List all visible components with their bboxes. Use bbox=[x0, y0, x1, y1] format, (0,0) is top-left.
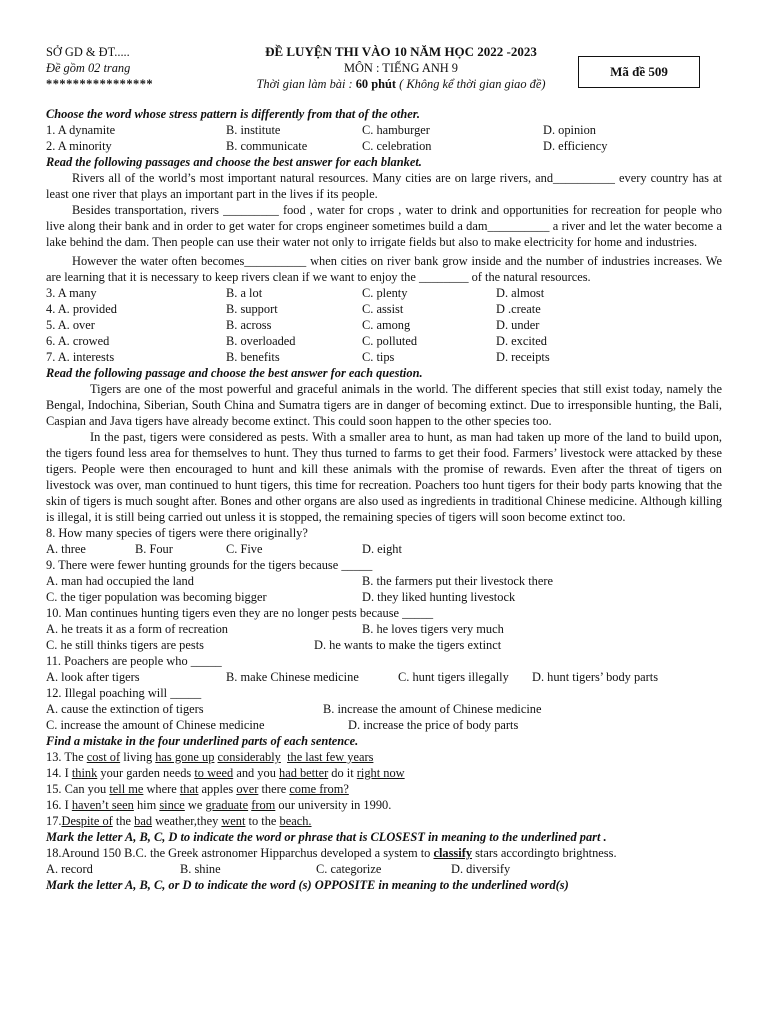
q4-a: 4. A. provided bbox=[46, 302, 117, 316]
q13-text: living bbox=[120, 750, 156, 764]
q3-c: C. plenty bbox=[362, 286, 408, 300]
q4-d: D .create bbox=[496, 302, 541, 316]
q10-c: C. he still thinks tigers are pests bbox=[46, 638, 204, 652]
q15-underline-d: come from? bbox=[289, 782, 349, 796]
river-paragraph-1: Rivers all of the world’s most important natural resources. Many cities are on large rivers, and__________ every country has at least one river that plays an important part in the lives if its people. bbox=[46, 171, 722, 201]
q5-b: B. across bbox=[226, 318, 272, 332]
q18-a: A. record bbox=[46, 862, 93, 876]
q13-underline-c: considerably bbox=[217, 750, 281, 764]
q15-text: 15. Can you bbox=[46, 782, 110, 796]
q17-text: weather,they bbox=[152, 814, 222, 828]
exam-title: ĐỀ LUYỆN THI VÀO 10 NĂM HỌC 2022 -2023 bbox=[265, 44, 537, 59]
q3-d: D. almost bbox=[496, 286, 545, 300]
question-17 bbox=[46, 813, 722, 829]
q17-underline-a: Despite of bbox=[61, 814, 113, 828]
q12-a: A. cause the extinction of tigers bbox=[46, 702, 204, 716]
q3-a: 3. A many bbox=[46, 286, 97, 300]
q1-a: 1. A dynamite bbox=[46, 123, 116, 137]
exam-subject: MÔN : TIẾNG ANH 9 bbox=[343, 61, 459, 75]
q14-underline-d: right now bbox=[356, 766, 405, 780]
question-10-options-cd bbox=[46, 637, 722, 653]
q12-d: D. increase the price of body parts bbox=[348, 718, 519, 732]
header-left bbox=[46, 44, 216, 92]
q15-underline-c: over bbox=[236, 782, 259, 796]
q8-a: A. three bbox=[46, 542, 86, 556]
q16-underline-c: graduate bbox=[205, 798, 249, 812]
section-4-instruction: Find a mistake in the four underlined parts of each sentence. bbox=[46, 734, 359, 748]
q1-b: B. institute bbox=[226, 123, 281, 137]
q6-b: B. overloaded bbox=[226, 334, 296, 348]
exam-header bbox=[46, 44, 722, 106]
exam-page bbox=[46, 44, 722, 893]
q18-text: 18.Around 150 B.C. the Greek astronomer Hipparchus developed a system to bbox=[46, 846, 434, 860]
question-4 bbox=[46, 301, 722, 317]
question-18 bbox=[46, 845, 722, 861]
question-13 bbox=[46, 749, 722, 765]
q17-text: 17. bbox=[46, 814, 62, 828]
question-1 bbox=[46, 122, 722, 138]
section-1-instruction: Choose the word whose stress pattern is differently from that of the other. bbox=[46, 107, 420, 121]
question-9-options-ab bbox=[46, 573, 722, 589]
q13-underline-d: the last few years bbox=[287, 750, 374, 764]
section-2-instruction: Read the following passages and choose the best answer for each blanket. bbox=[46, 155, 422, 169]
question-18-options bbox=[46, 861, 722, 877]
time-suffix: ( Không kể thời gian giao đề) bbox=[396, 77, 546, 91]
question-11-options bbox=[46, 669, 722, 685]
q6-a: 6. A. crowed bbox=[46, 334, 110, 348]
q18-text: stars accordingto brightness. bbox=[472, 846, 617, 860]
question-2 bbox=[46, 138, 722, 154]
q15-text: there bbox=[258, 782, 290, 796]
q3-b: B. a lot bbox=[226, 286, 263, 300]
q10-b: B. he loves tigers very much bbox=[362, 622, 504, 636]
q2-d: D. efficiency bbox=[543, 139, 608, 153]
q16-text: him bbox=[133, 798, 160, 812]
q12-b: B. increase the amount of Chinese medicine bbox=[323, 702, 542, 716]
q1-c: C. hamburger bbox=[362, 123, 430, 137]
q14-text: your garden needs bbox=[97, 766, 195, 780]
q18-underlined-word: classify bbox=[433, 846, 473, 860]
q13-text: 13. The bbox=[46, 750, 87, 764]
exam-time bbox=[216, 76, 586, 92]
river-paragraph-2: Besides transportation, rivers _________ food , water for crops , water to drink and opportunities for recreation for people who live along their bank and in order to get water for crops engineer sometimes build a dam__________ a river and let the water become a lake behind the dam. Then people can use their water not only to irrigate fields but also to make electricity for home and industries. bbox=[46, 203, 722, 249]
question-12-options-ab bbox=[46, 701, 722, 717]
q10-a: A. he treats it as a form of recreation bbox=[46, 622, 228, 636]
question-12-options-cd bbox=[46, 717, 722, 733]
q14-text: do it bbox=[328, 766, 357, 780]
page-count-label: Đề gồm 02 trang bbox=[46, 61, 131, 75]
question-10: 10. Man continues hunting tigers even they are no longer pests because _____ bbox=[46, 606, 434, 620]
q17-text: the bbox=[112, 814, 135, 828]
question-12: 12. Illegal poaching will _____ bbox=[46, 686, 202, 700]
section-3-instruction: Read the following passage and choose the best answer for each question. bbox=[46, 366, 423, 380]
q18-b: B. shine bbox=[180, 862, 221, 876]
tiger-paragraph-2: In the past, tigers were considered as pests. With a smaller area to hunt, as man had taken up more of the land to build upon, the tigers found less area for themselves to hunt. They thus turned to farms to get their food. Farmers’ livestock were attacked by these tigers. People were then encouraged to hunt and kill these animals with the promise of rewards. Even after the threat of tigers on livestock was over, man continued to hunt tigers, this time for recreation. Poachers too hunt tigers for their body parts knowing that the skin of tigers is much sought after. Bones and other organs are also used as ingredients in traditional Chinese medicine. Although killing is illegal, it is still being carried out unless it is stopped, the remaining species of tigers will soon become extinct too. bbox=[46, 430, 722, 524]
q4-c: C. assist bbox=[362, 302, 404, 316]
q8-b: B. Four bbox=[135, 542, 173, 556]
q16-underline-d: from bbox=[251, 798, 276, 812]
q13-underline-a: cost of bbox=[86, 750, 121, 764]
q11-d: D. hunt tigers’ body parts bbox=[532, 670, 659, 684]
q17-underline-d: beach. bbox=[279, 814, 312, 828]
question-16 bbox=[46, 797, 722, 813]
q5-d: D. under bbox=[496, 318, 540, 332]
q14-text: 14. I bbox=[46, 766, 72, 780]
q17-text: to the bbox=[245, 814, 280, 828]
time-value: 60 phút bbox=[355, 77, 397, 91]
river-paragraph-3: However the water often becomes__________ when cities on river bank grow inside and the number of industries increases. We are learning that it is necessary to keep rivers clean if we want to enjoy the ________ of the natural resources. bbox=[46, 254, 722, 284]
q16-underline-a: haven’t seen bbox=[71, 798, 134, 812]
q11-b: B. make Chinese medicine bbox=[226, 670, 359, 684]
q17-underline-b: bad bbox=[134, 814, 153, 828]
section-5-instruction: Mark the letter A, B, C, D to indicate the word or phrase that is CLOSEST in meaning to the underlined part . bbox=[46, 830, 607, 844]
q9-a: A. man had occupied the land bbox=[46, 574, 194, 588]
exam-code-box: Mã đề 509 bbox=[578, 56, 700, 88]
q16-underline-b: since bbox=[159, 798, 185, 812]
q16-text: 16. I bbox=[46, 798, 72, 812]
question-9-options-cd bbox=[46, 589, 722, 605]
q15-underline-a: tell me bbox=[109, 782, 144, 796]
q9-d: D. they liked hunting livestock bbox=[362, 590, 516, 604]
q6-d: D. excited bbox=[496, 334, 547, 348]
stars-divider: **************** bbox=[46, 77, 154, 91]
question-6 bbox=[46, 333, 722, 349]
question-9: 9. There were fewer hunting grounds for the tigers because _____ bbox=[46, 558, 373, 572]
q15-underline-b: that bbox=[179, 782, 199, 796]
q10-d: D. he wants to make the tigers extinct bbox=[314, 638, 502, 652]
tiger-paragraph-1: Tigers are one of the most powerful and graceful animals in the world. The different species that still exist today, namely the Bengal, Indochina, Siberian, South China and Sumatra tigers are in danger of becoming extinct. Due to irresponsible hunting, the Bali, Caspian and Java tigers have already become extinct. This could soon happen to the other species too. bbox=[46, 382, 722, 428]
q13-underline-b: has gone up bbox=[155, 750, 215, 764]
q16-text: we bbox=[184, 798, 206, 812]
q11-a: A. look after tigers bbox=[46, 670, 140, 684]
q4-b: B. support bbox=[226, 302, 278, 316]
q14-underline-c: had better bbox=[279, 766, 329, 780]
q8-d: D. eight bbox=[362, 542, 402, 556]
question-5 bbox=[46, 317, 722, 333]
q7-b: B. benefits bbox=[226, 350, 280, 364]
department-label: SỞ GD & ĐT..... bbox=[46, 45, 130, 59]
q5-a: 5. A. over bbox=[46, 318, 95, 332]
q14-underline-b: to weed bbox=[194, 766, 234, 780]
q15-text: apples bbox=[198, 782, 237, 796]
question-15 bbox=[46, 781, 722, 797]
q9-c: C. the tiger population was becoming bigger bbox=[46, 590, 267, 604]
q6-c: C. polluted bbox=[362, 334, 418, 348]
q2-a: 2. A minority bbox=[46, 139, 112, 153]
question-8-options bbox=[46, 541, 722, 557]
question-8: 8. How many species of tigers were there originally? bbox=[46, 526, 308, 540]
section-6-instruction: Mark the letter A, B, C, or D to indicate the word (s) OPPOSITE in meaning to the underlined word(s) bbox=[46, 878, 569, 892]
q2-b: B. communicate bbox=[226, 139, 308, 153]
q18-d: D. diversify bbox=[451, 862, 511, 876]
question-7 bbox=[46, 349, 722, 365]
q2-c: C. celebration bbox=[362, 139, 432, 153]
question-10-options-ab bbox=[46, 621, 722, 637]
q14-text: and you bbox=[233, 766, 279, 780]
q15-text: where bbox=[143, 782, 180, 796]
q16-text: our university in 1990. bbox=[275, 798, 392, 812]
q7-d: D. receipts bbox=[496, 350, 550, 364]
header-center bbox=[216, 44, 586, 92]
q17-underline-c: went bbox=[221, 814, 246, 828]
q11-c: C. hunt tigers illegally bbox=[398, 670, 509, 684]
q5-c: C. among bbox=[362, 318, 411, 332]
q18-c: C. categorize bbox=[316, 862, 382, 876]
q9-b: B. the farmers put their livestock there bbox=[362, 574, 553, 588]
q7-a: 7. A. interests bbox=[46, 350, 115, 364]
q8-c: C. Five bbox=[226, 542, 263, 556]
q14-underline-a: think bbox=[71, 766, 98, 780]
question-14 bbox=[46, 765, 722, 781]
q7-c: C. tips bbox=[362, 350, 395, 364]
time-prefix: Thời gian làm bài : bbox=[256, 77, 356, 91]
question-11: 11. Poachers are people who _____ bbox=[46, 654, 222, 668]
question-3 bbox=[46, 285, 722, 301]
q1-d: D. opinion bbox=[543, 123, 597, 137]
q12-c: C. increase the amount of Chinese medicine bbox=[46, 718, 265, 732]
